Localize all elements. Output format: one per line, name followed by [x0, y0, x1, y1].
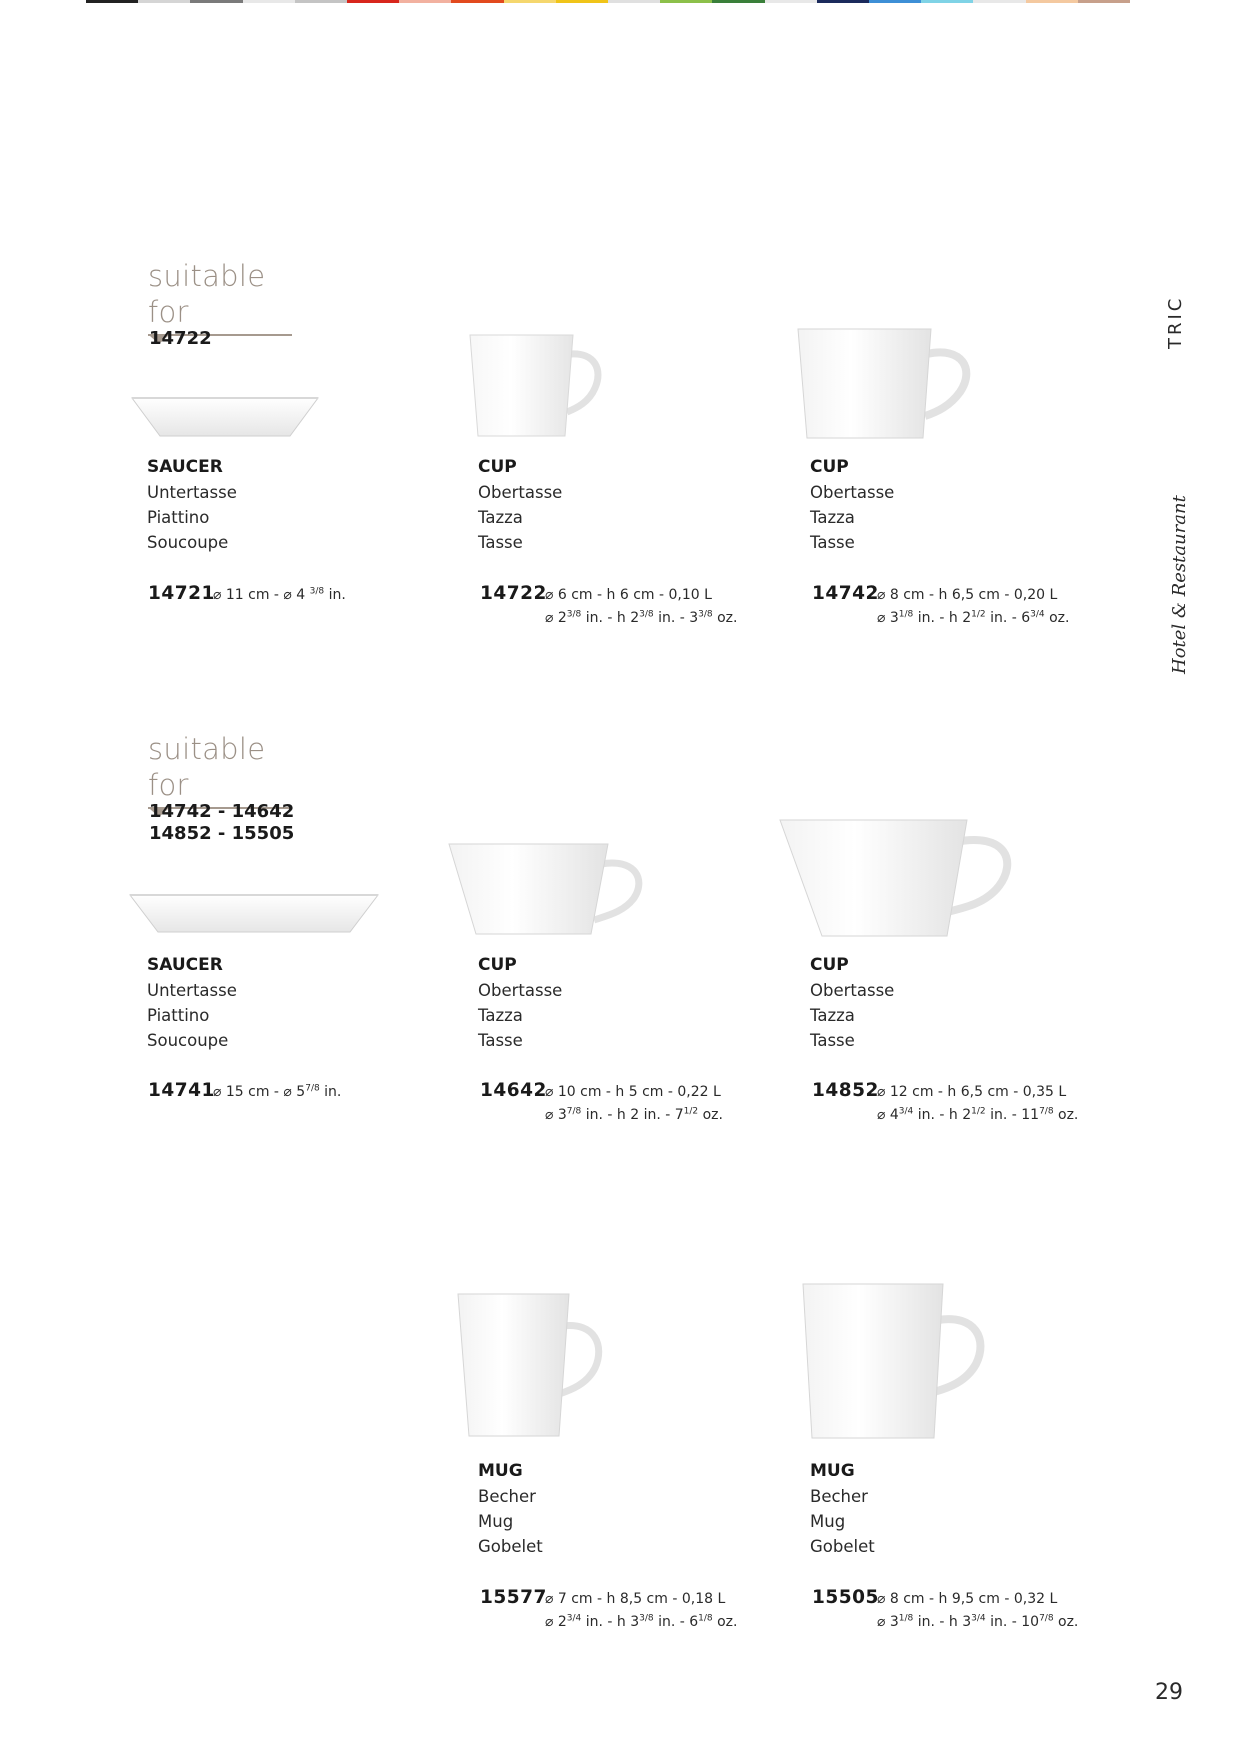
product-name-de: Obertasse [810, 981, 895, 1000]
spec-14642 [480, 1078, 723, 1128]
suitable-for-label: suitable for [148, 259, 266, 329]
metric-size: ⌀ 8 cm - h 9,5 cm - 0,32 L [877, 1591, 1058, 1607]
product-name-de: Obertasse [810, 483, 895, 502]
suitable-code: 14852 - 15505 [149, 823, 295, 844]
product-name-fr: Tasse [478, 1031, 523, 1050]
collection-side-label: TRIC [1165, 295, 1186, 349]
spec-14722 [480, 581, 737, 631]
metric-size: ⌀ 8 cm - h 6,5 cm - 0,20 L [877, 587, 1058, 603]
saucer-image [130, 392, 320, 442]
saucer-image [128, 890, 380, 936]
product-name-de: Untertasse [147, 483, 237, 502]
product-name-fr: Gobelet [478, 1537, 543, 1556]
color-swatch [190, 0, 242, 3]
imperial-size: ⌀ $3^{7/8}$ in. - h 2 in. - $7^{1/2}$ oz. [545, 1106, 723, 1123]
color-swatch [765, 0, 817, 3]
cup-image [465, 330, 615, 440]
product-title: SAUCER [147, 457, 223, 477]
article-number: 14722 [480, 583, 547, 604]
unit: in. [324, 587, 346, 603]
article-number: 14852 [812, 1080, 879, 1101]
product-saucer-14721 [147, 455, 237, 555]
mug-image [800, 1280, 990, 1442]
color-swatch [1026, 0, 1078, 3]
metric-size: ⌀ 10 cm - h 5 cm - 0,22 L [545, 1084, 721, 1100]
article-number: 14742 [812, 583, 879, 604]
color-swatch [399, 0, 451, 3]
suitable-codes-2 [149, 801, 294, 845]
spec-15577 [480, 1585, 737, 1635]
product-title: CUP [478, 457, 517, 477]
suitable-codes-1 [149, 328, 212, 350]
top-color-strip [86, 0, 1130, 3]
product-saucer-14741 [147, 953, 237, 1053]
imperial-size: ⌀ $4^{3/4}$ in. - h $2^{1/2}$ in. - $11^{7/8}$ oz. [877, 1106, 1079, 1123]
color-swatch [504, 0, 556, 3]
product-title: CUP [478, 955, 517, 975]
color-swatch [973, 0, 1025, 3]
segment-side-label: Hotel & Restaurant [1169, 495, 1190, 674]
article-number: 15505 [812, 1587, 879, 1608]
metric-size: ⌀ 11 cm - ⌀ 4 [213, 587, 310, 603]
product-name-fr: Gobelet [810, 1537, 875, 1556]
product-mug-15505 [810, 1459, 875, 1559]
imperial-size: ⌀ $2^{3/4}$ in. - h $3^{3/8}$ in. - $6^{1/8}$ oz. [545, 1613, 738, 1630]
metric-size: ⌀ 15 cm - ⌀ 5 [213, 1084, 306, 1100]
suitable-for-label: suitable for [148, 732, 266, 802]
cup-image [777, 816, 1023, 942]
color-swatch [347, 0, 399, 3]
product-name-it: Mug [478, 1512, 514, 1531]
color-swatch [660, 0, 712, 3]
spec-14741 [148, 1078, 341, 1103]
product-name-fr: Soucoupe [147, 1031, 229, 1050]
color-swatch [817, 0, 869, 3]
spec-14721 [148, 581, 346, 606]
product-name-de: Becher [478, 1487, 536, 1506]
article-number: 14741 [148, 1080, 215, 1101]
article-number: 14721 [148, 583, 215, 604]
article-number: 15577 [480, 1587, 547, 1608]
imperial-size: ⌀ $2^{3/8}$ in. - h $2^{3/8}$ in. - $3^{3/8}$ oz. [545, 609, 738, 626]
product-mug-15577 [478, 1459, 543, 1559]
color-swatch [451, 0, 503, 3]
metric-size: ⌀ 6 cm - h 6 cm - 0,10 L [545, 587, 712, 603]
product-name-de: Untertasse [147, 981, 237, 1000]
product-name-fr: Soucoupe [147, 533, 229, 552]
product-name-de: Obertasse [478, 981, 563, 1000]
unit: in. [319, 1084, 342, 1100]
color-swatch [295, 0, 347, 3]
imperial-size: ⌀ $3^{1/8}$ in. - h $3^{3/4}$ in. - $10^{7/8}$ oz. [877, 1613, 1079, 1630]
cup-image [446, 840, 656, 940]
spec-15505 [812, 1585, 1078, 1635]
product-title: MUG [478, 1461, 523, 1481]
product-name-it: Piattino [147, 508, 210, 527]
product-cup-14722 [478, 455, 562, 555]
imperial-size: ⌀ $3^{1/8}$ in. - h $2^{1/2}$ in. - $6^{3/4}$ oz. [877, 609, 1070, 626]
product-cup-14642 [478, 953, 562, 1053]
product-name-it: Tazza [810, 1006, 855, 1025]
product-cup-14852 [810, 953, 894, 1053]
metric-size: ⌀ 12 cm - h 6,5 cm - 0,35 L [877, 1084, 1067, 1100]
product-name-fr: Tasse [810, 533, 855, 552]
fraction: 3/8 [309, 586, 325, 597]
product-title: CUP [810, 955, 849, 975]
product-title: MUG [810, 1461, 855, 1481]
color-swatch [556, 0, 608, 3]
spec-14742 [812, 581, 1069, 631]
suitable-code: 14742 - 14642 [149, 801, 295, 822]
color-swatch [138, 0, 190, 3]
product-name-it: Piattino [147, 1006, 210, 1025]
color-swatch [243, 0, 295, 3]
mug-image [455, 1290, 615, 1440]
fraction: 7/8 [305, 1083, 320, 1094]
product-name-de: Obertasse [478, 483, 563, 502]
color-swatch [86, 0, 138, 3]
product-name-it: Tazza [810, 508, 855, 527]
product-name-fr: Tasse [810, 1031, 855, 1050]
article-number: 14642 [480, 1080, 547, 1101]
product-name-de: Becher [810, 1487, 868, 1506]
suitable-code: 14722 [149, 328, 212, 349]
product-title: CUP [810, 457, 849, 477]
color-swatch [1078, 0, 1130, 3]
cup-image [795, 326, 985, 442]
color-swatch [712, 0, 764, 3]
color-swatch [869, 0, 921, 3]
spec-14852 [812, 1078, 1078, 1128]
product-name-it: Tazza [478, 1006, 523, 1025]
product-title: SAUCER [147, 955, 223, 975]
product-name-it: Tazza [478, 508, 523, 527]
product-cup-14742 [810, 455, 894, 555]
color-swatch [608, 0, 660, 3]
metric-size: ⌀ 7 cm - h 8,5 cm - 0,18 L [545, 1591, 726, 1607]
product-name-fr: Tasse [478, 533, 523, 552]
page-number: 29 [1155, 1680, 1183, 1705]
product-name-it: Mug [810, 1512, 846, 1531]
color-swatch [921, 0, 973, 3]
